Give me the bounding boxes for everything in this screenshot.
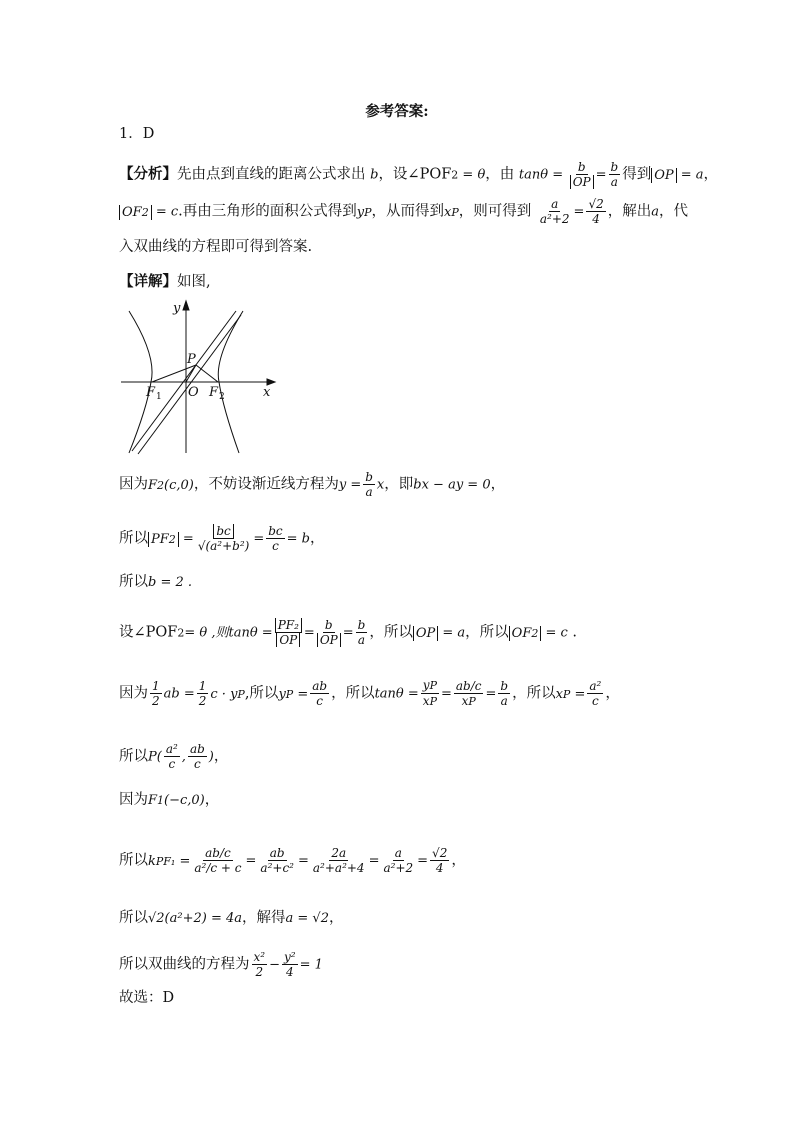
detail-text: 如图,	[177, 274, 211, 290]
step-5-text-c: ，所以	[331, 685, 375, 702]
step-3-value: b = 2 .	[148, 575, 193, 590]
step-1: 因为F2(c,0)，不妨设渐近线方程为y = $\frac{b}{a}$ x，即bx − ay = 0，	[119, 470, 506, 499]
step-2: 所以 PF2 = $\frac{bc}{\text{√(a²+b²)}}$ = $\frac{bc}{c}$ = b，	[119, 524, 325, 553]
hyperbola-figure	[119, 298, 279, 458]
step-6-text: 所以	[119, 748, 148, 765]
step-9-text-a: 所以	[119, 910, 148, 926]
step-2-text: 所以	[119, 530, 148, 547]
step-8-text: 所以	[119, 852, 148, 869]
step-4-text-a: 设∠POF	[119, 624, 178, 641]
step-4-text-c: ，所以	[369, 624, 413, 641]
label-f2: F	[209, 385, 219, 400]
step-5-text-b: ,所以	[244, 685, 279, 702]
step-10: 所以双曲线的方程为 $\frac{\text{x²}}{2}$ − $\frac{\text{y²}}{4}$ = 1	[119, 950, 323, 979]
step-3	[119, 572, 192, 593]
asymptote-1	[132, 311, 236, 451]
analysis-text-2d: ，解出	[607, 203, 652, 220]
label-f2-sub: 2	[219, 392, 225, 402]
step-9: 所以√2(a²+2) = 4a，解得a = √2，	[119, 910, 344, 926]
step-1-text-b: ，不妨设渐近线方程为	[193, 476, 339, 493]
page-title: 参考答案:	[365, 103, 429, 120]
step-5: 因为 $\frac{1}{2}$ ab = $\frac{1}{2}$ c · yP,所以yP = $\frac{ab}{c}$ ，所以tanθ = $\frac{yP}{xP}$ = $\frac{ab/c}{xP}$ = $\frac{b}{a}$ ，所以xP = $\frac{\text{a²}}{c}$ ，	[119, 678, 620, 708]
step-4-text-d: ，所以	[465, 624, 509, 641]
analysis-line-2: OF2 = c.再由三角形的面积公式得到yP，从而得到xP，则可得到 $\frac{a}{\text{a²+2}}$ = $\frac{√2}{4}$ ，解出a，代	[119, 197, 688, 226]
label-o: O	[188, 385, 199, 400]
analysis-tag: 【分析】	[119, 165, 177, 183]
step-10-text: 所以双曲线的方程为	[119, 956, 250, 973]
analysis-text-2a: 再由三角形的面积公式得到	[182, 203, 357, 220]
step-1-text-a: 因为	[119, 476, 148, 493]
detail-line	[119, 272, 211, 292]
analysis-text-2e: ，代	[658, 203, 688, 220]
step-8: 所以kPF₁ = $\frac{ab/c}{\text{a²/c + c}}$ = $\frac{ab}{\text{a²+c²}}$ = $\frac{2a}{\text{a²+a²+4}}$ = $\frac{a}{\text{a²+2}}$ = $\frac{√2}{4}$ ，	[119, 846, 466, 875]
step-5-text-a: 因为	[119, 685, 148, 702]
step-1-text-c: ，即	[384, 476, 414, 493]
segment-pf2	[196, 365, 218, 382]
step-4: 设∠POF2= θ ,则tanθ = $\frac{\text{PF₂}}{OP}$ = $\frac{b}{OP}$ = $\frac{b}{a}$ ，所以 OP = a，所以 OF2 = c .	[119, 618, 578, 647]
segment-op	[186, 365, 196, 382]
step-4-text-b: = θ ,则	[184, 625, 229, 641]
analysis-text-b: ，设∠POF	[378, 166, 452, 183]
step-9-text-b: ，解得	[242, 910, 286, 926]
detail-tag: 【详解】	[119, 273, 177, 290]
step-6: 所以P( $\frac{\text{a²}}{c}$ , $\frac{ab}{c}$ )，	[119, 742, 229, 771]
analysis-text-c: ，由	[485, 166, 515, 183]
analysis-line-1: 【分析】先由点到直线的距离公式求出 b，设∠POF2 = θ，由 tanθ = $\frac{b}{OP}$ = $\frac{b}{a}$ 得到 OP = a，	[119, 160, 719, 189]
analysis-text-2c: ，则可得到	[458, 203, 532, 220]
label-f1-sub: 1	[156, 392, 162, 402]
analysis-text-a: 先由点到直线的距离公式求出	[177, 166, 366, 183]
step-5-text-d: ，所以	[512, 685, 556, 702]
step-3-text: 所以	[119, 574, 148, 590]
step-7-text: 因为	[119, 792, 148, 808]
label-p: P	[187, 352, 196, 367]
step-7: 因为F1(−c,0)，	[119, 792, 220, 808]
final-answer: 故选：D	[119, 990, 175, 1006]
analysis-text-d: 得到	[622, 166, 652, 183]
label-y: y	[173, 301, 181, 316]
y-axis-arrow-icon	[183, 301, 189, 310]
question-number: 1．D	[119, 126, 155, 142]
label-f1: F	[146, 385, 156, 400]
label-x: x	[263, 385, 271, 400]
step-1-text-d: ，	[490, 476, 506, 493]
analysis-text-2b: ，从而得到	[371, 203, 445, 220]
analysis-line-3: 入双曲线的方程即可得到答案.	[119, 239, 313, 255]
